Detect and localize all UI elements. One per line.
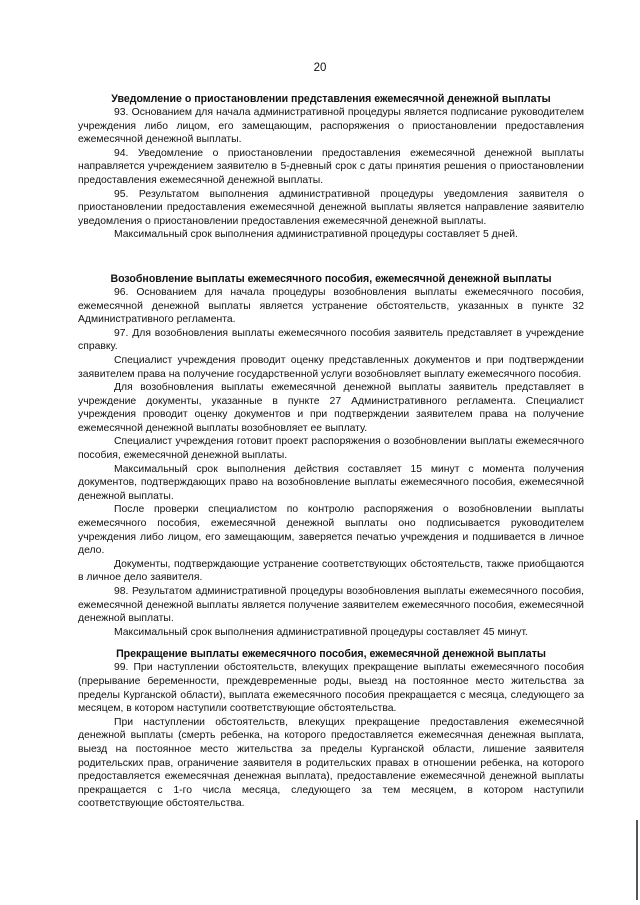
paragraph: Специалист учреждения проводит оценку представленных документов и при подтверждении заявителем права на получение государственной услуги возобновляет выплату ежемесячного пособия. bbox=[78, 354, 584, 380]
paragraph: При наступлении обстоятельств, влекущих прекращение предоставления ежемесячной денежной выплаты (смерть ребенка, на которого предоставляется ежемесячная денежная выплата, выезд на постоянное место жительства за пределы Курганской области, лишение заявителя родительских прав, ограничение заявителя в родительских правах в отношении ребенка, на которого предоставляется ежемесячная денежная выплата), предоставление ежемесячной денежной выплаты прекращается с 1-го числа месяца, следующего за тем месяцем, в котором наступили соответствующие обстоятельства. bbox=[78, 716, 584, 810]
section-heading: Возобновление выплаты ежемесячного пособия, ежемесячной денежной выплаты bbox=[110, 272, 552, 285]
paragraph: Для возобновления выплаты ежемесячной денежной выплаты заявитель представляет в учреждение документы, указанные в пункте 27 Административного регламента. Специалист учреждения проводит оценку документов и при подтверждении заявителем права на получение ежемесячной денежной выплаты возобновляет ее выплату. bbox=[78, 382, 584, 434]
paragraph: После проверки специалистом по контролю распоряжения о возобновлении выплаты ежемесячного пособия, ежемесячной денежной выплаты оно подписывается руководителем учреждения либо лицом, его замещающим, заверяется печатью учреждения и подшивается в личное дело. bbox=[78, 504, 584, 557]
paragraph: 96. Основанием для начала процедуры возобновления выплаты ежемесячного пособия, ежемесячной денежной выплаты является устранение обстоятельств, указанных в пункте 32 Административного регламента. bbox=[78, 286, 584, 326]
paragraph: 98. Результатом административной процедуры возобновления выплаты ежемесячного пособия, ежемесячной денежной выплаты является получение заявителем ежемесячного пособия, ежемесячной денежной выплаты. bbox=[78, 586, 584, 625]
paragraph: 97. Для возобновления выплаты ежемесячного пособия заявитель представляет в учреждение справку. bbox=[78, 327, 584, 353]
paragraph: 94. Уведомление о приостановлении предоставления ежемесячной денежной выплаты направляется учреждением заявителю в 5-дневный срок с даты принятия решения о приостановлении предоставления ежемесячной денежной выплаты. bbox=[78, 147, 584, 186]
section-heading: Уведомление о приостановлении представления ежемесячной денежной выплаты bbox=[111, 93, 551, 105]
paragraph: Максимальный срок выполнения административной процедуры составляет 5 дней. bbox=[114, 229, 518, 241]
page-number: 20 bbox=[313, 62, 327, 74]
paragraph: Максимальный срок выполнения действия составляет 15 минут с момента получения документов, подтверждающих право на возобновление выплаты ежемесячного пособия, ежемесячной денежной выплаты. bbox=[78, 463, 584, 502]
paragraph: 95. Результатом выполнения административной процедуры уведомления заявителя о приостановлении предоставления ежемесячной денежной выплаты является направление заявителю уведомления о приостановлении предоставления ежемесячной денежной выплаты. bbox=[78, 188, 584, 227]
section-termination bbox=[78, 647, 584, 811]
paragraph: Максимальный срок выполнения административной процедуры составляет 45 минут. bbox=[114, 626, 528, 638]
paragraph: Документы, подтверждающие устранение соответствующих обстоятельств, также приобщаются в личное дело заявителя. bbox=[78, 558, 584, 584]
section-resumption bbox=[78, 272, 584, 639]
scan-edge-mark bbox=[636, 820, 638, 900]
section-suspension-notice bbox=[78, 92, 584, 242]
paragraph: Специалист учреждения готовит проект распоряжения о возобновлении выплаты ежемесячного пособия, ежемесячной денежной выплаты. bbox=[78, 436, 584, 462]
section-heading: Прекращение выплаты ежемесячного пособия, ежемесячной денежной выплаты bbox=[116, 648, 546, 661]
document-body bbox=[78, 92, 584, 811]
paragraph: 93. Основанием для начала административной процедуры является подписание руководителем учреждения либо лицом, его замещающим, распоряжения о приостановлении предоставления ежемесячной денежной выплаты. bbox=[78, 107, 584, 146]
paragraph: 99. При наступлении обстоятельств, влекущих прекращение выплаты ежемесячного пособия (прерывание беременности, преждевременные роды, выезд на постоянное место жительства за пределы Курганской области), выплата ежемесячного пособия прекращается с месяца, следующего за месяцем, в котором наступили соответствующие обстоятельства. bbox=[78, 662, 584, 715]
